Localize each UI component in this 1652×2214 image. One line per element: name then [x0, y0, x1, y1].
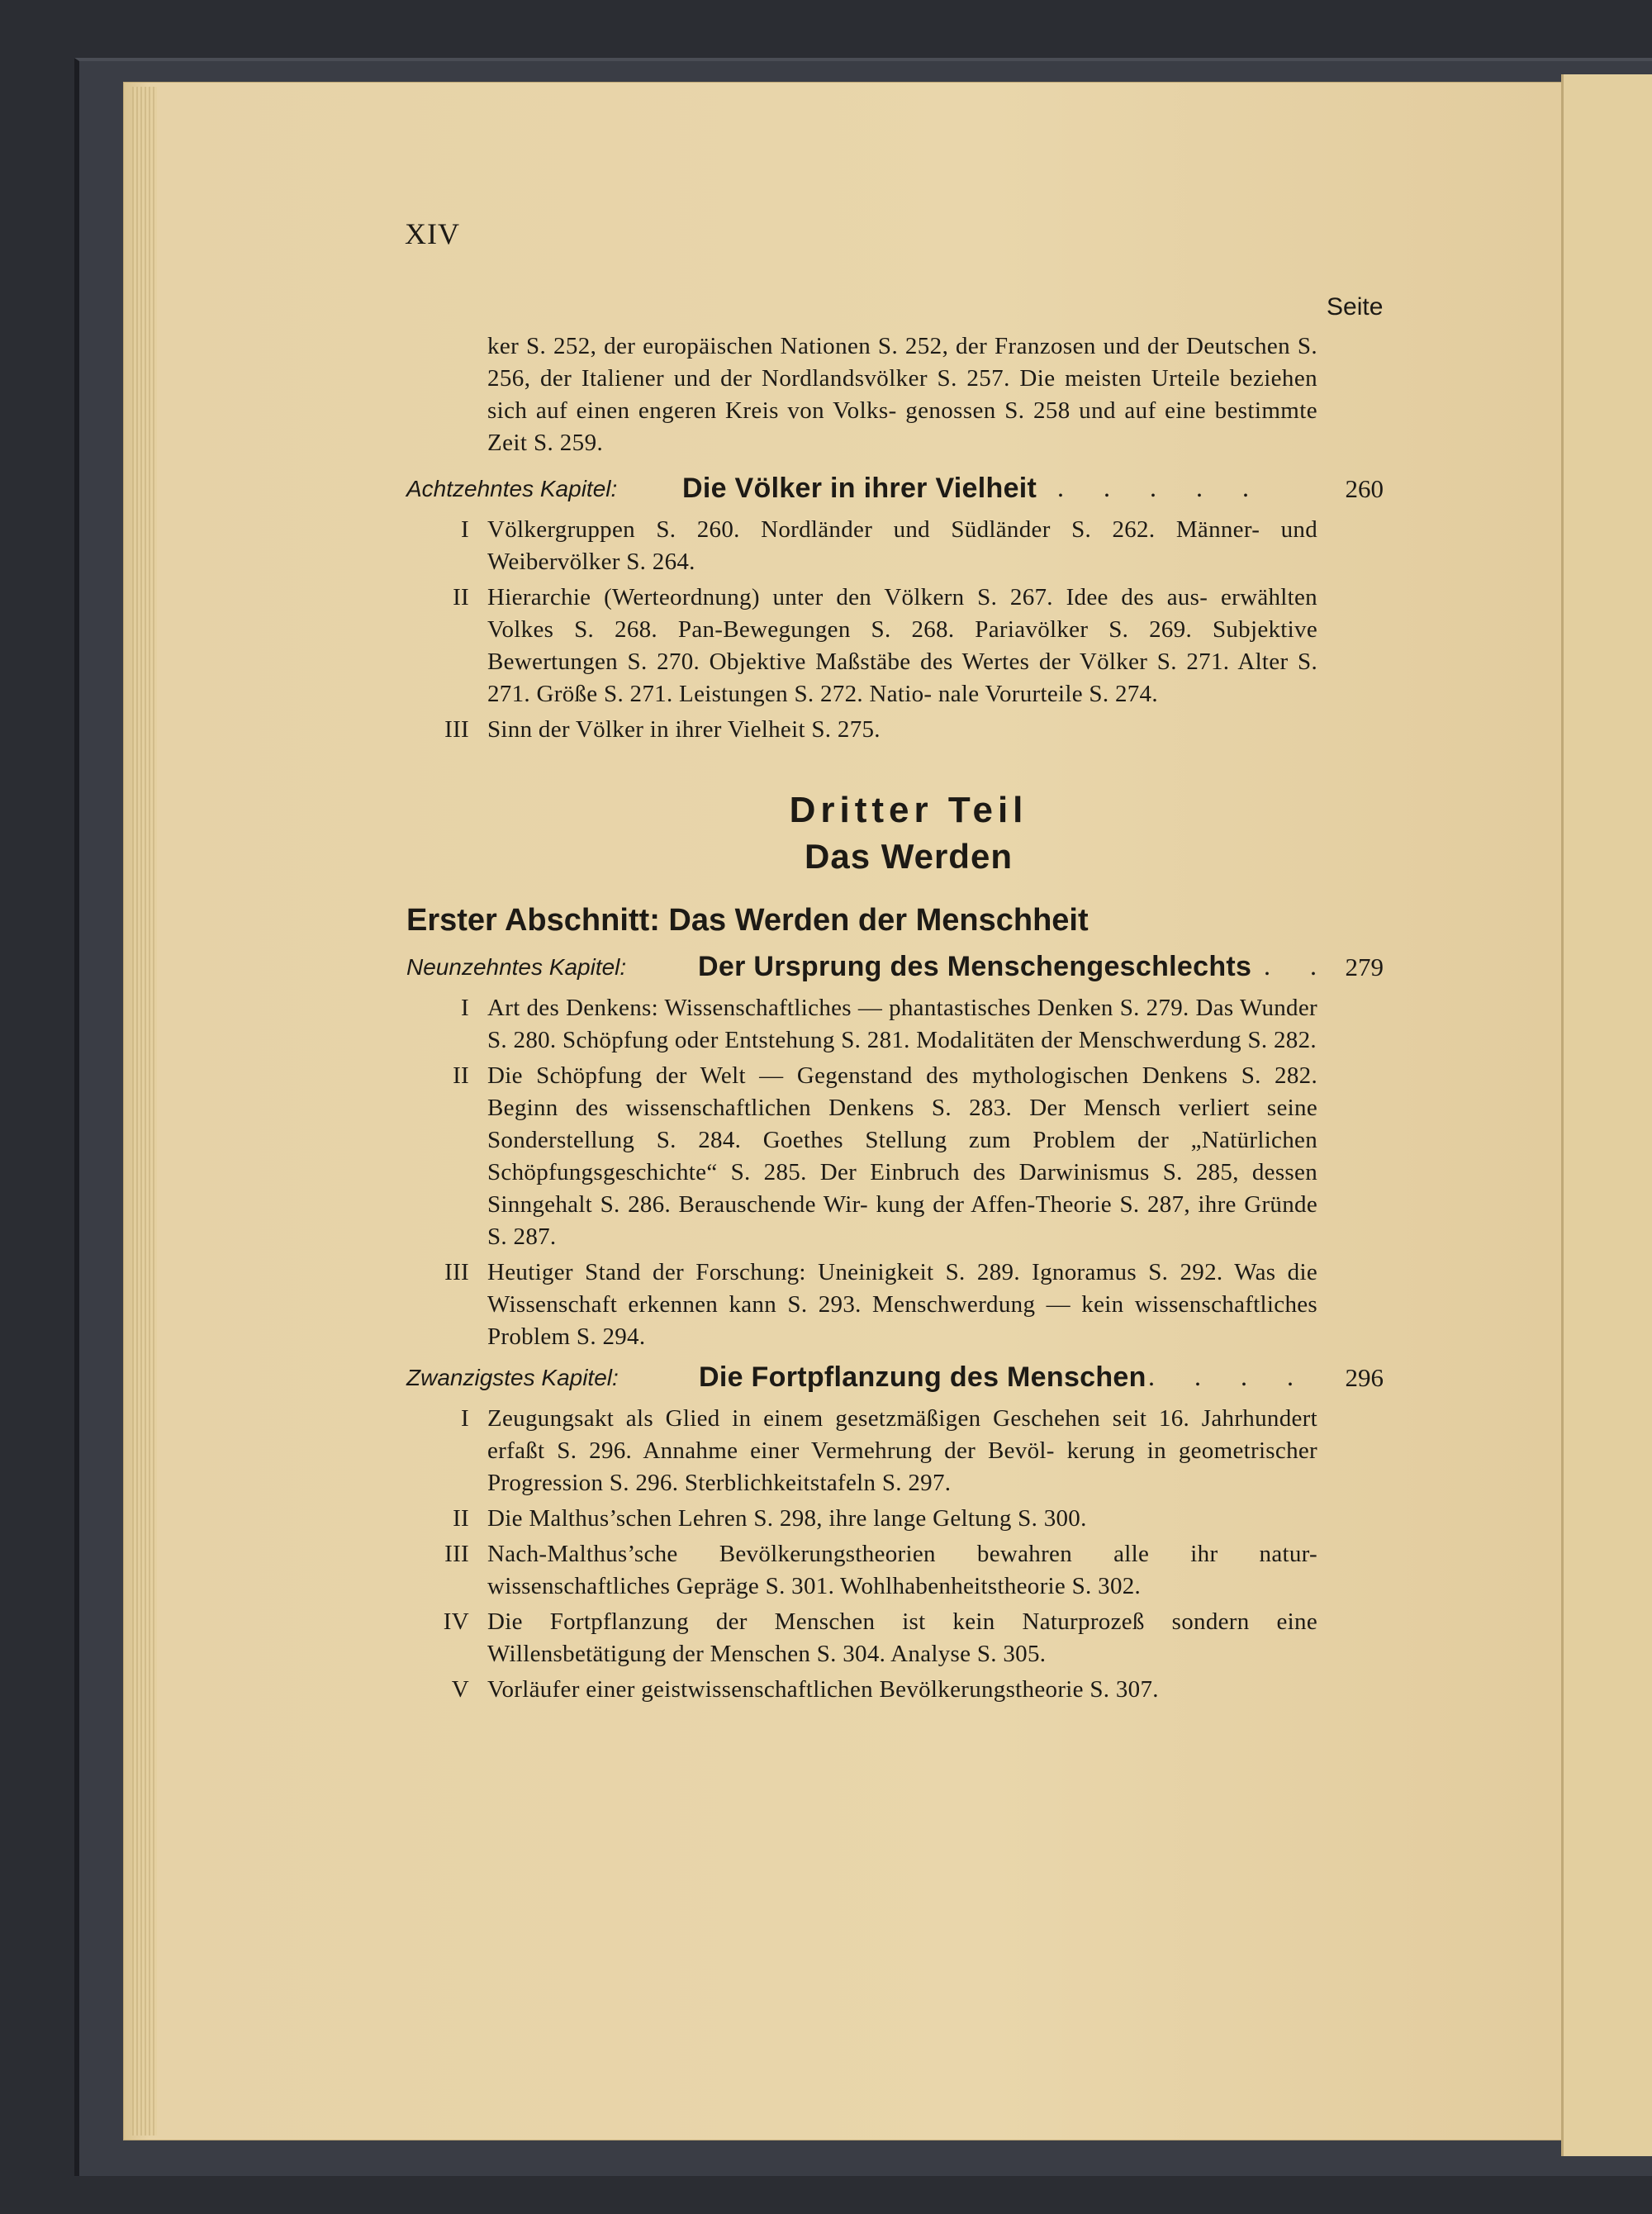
item-text: Art des Denkens: Wissenschaftliches — phantastisches Denken S. 279. Das Wunder S. 280. Schöpfung oder Entstehung S. 281. Modalitäten der Menschwerdung S. 282. [487, 995, 1317, 1053]
facing-page-edge [1561, 74, 1652, 2156]
item-numeral: I [461, 516, 469, 543]
item-numeral: V [451, 1676, 469, 1703]
item-numeral: II [453, 1505, 469, 1532]
column-header-seite: Seite [1327, 293, 1384, 321]
item-text: Die Malthus’schen Lehren S. 298, ihre lange Geltung S. 300. [487, 1505, 1087, 1532]
continuation-text: ker S. 252, der europäischen Nationen S. 252, der Franzosen und der Deutschen S. 256, der Italiener und der Nordlandsvölker S. 257. Die meisten Urteile beziehen sich auf einen engeren Kreis von Volks- genossen S. 258 und auf eine bestimmte Zeit S. 259. [487, 333, 1317, 456]
item-text: Die Schöpfung der Welt — Gegenstand des mythologischen Denkens S. 282. Beginn des wissenschaftlichen Denkens S. 283. Der Mensch verliert seine Sonderstellung S. 284. Goethes Stellung zum Problem der „Natürlichen Schöpfungsgeschichte“ S. 285. Der Einbruch des Darwinismus S. 285, dessen Sinngehalt S. 286. Berauschende Wir- kung der Affen-Theorie S. 287, ihre Gründe S. 287. [487, 1062, 1317, 1250]
item-numeral: IV [443, 1608, 469, 1635]
list-item [405, 992, 1317, 1057]
item-numeral: I [461, 995, 469, 1021]
list-item [405, 1403, 1317, 1499]
chapter-title: Die Fortpflanzung des Menschen [699, 1361, 1146, 1393]
chapter-label: Achtzehntes Kapitel: [406, 476, 618, 501]
item-numeral: III [444, 716, 469, 743]
chapter-label: Neunzehntes Kapitel: [406, 954, 627, 980]
list-item [405, 514, 1317, 578]
item-numeral: II [453, 584, 469, 611]
leader-dots: . . . . . [1057, 473, 1265, 502]
list-item [405, 1257, 1317, 1353]
part-title: Dritter Teil [789, 790, 1028, 830]
chapter-label: Zwanzigstes Kapitel: [406, 1365, 619, 1390]
item-text: Völkergruppen S. 260. Nordländer und Südländer S. 262. Männer- und Weibervölker S. 264. [487, 516, 1317, 575]
section-heading: Erster Abschnitt: Das Werden der Menschheit [406, 903, 1089, 938]
chapter-page-number: 260 [1345, 474, 1384, 503]
chapter-heading-18 [405, 468, 1396, 514]
list-item [405, 1503, 1317, 1535]
chapter-heading-20 [405, 1356, 1396, 1403]
chapter-page-number: 296 [1345, 1363, 1384, 1392]
list-item [405, 714, 1317, 746]
page-number: XIV [405, 217, 460, 250]
list-item [405, 582, 1317, 710]
leader-dots: . . [1264, 951, 1333, 981]
item-text: Sinn der Völker in ihrer Vielheit S. 275. [487, 716, 881, 743]
item-text: Nach-Malthus’sche Bevölkerungstheorien bewahren alle ihr natur- wissenschaftliches Gepräge S. 301. Wohlhabenheitstheorie S. 302. [487, 1541, 1317, 1599]
chapter-heading-19 [405, 946, 1396, 992]
page-edges [132, 87, 157, 2136]
table-of-contents [405, 330, 1396, 1709]
list-item [405, 1538, 1317, 1603]
item-text: Vorläufer einer geistwissenschaftlichen Bevölkerungstheorie S. 307. [487, 1676, 1159, 1703]
list-item [405, 1674, 1317, 1706]
item-text: Zeugungsakt als Glied in einem gesetzmäßigen Geschehen seit 16. Jahrhundert erfaßt S. 296. Annahme einer Vermehrung der Bevöl- kerung in geometrischer Progression S. 296. Sterblichkeitstafeln S. 297. [487, 1405, 1317, 1496]
leader-dots: . . . . [1148, 1361, 1310, 1391]
list-item [405, 1606, 1317, 1670]
item-numeral: III [444, 1259, 469, 1285]
chapter-page-number: 279 [1345, 953, 1384, 981]
item-numeral: III [444, 1541, 469, 1567]
item-numeral: II [453, 1062, 469, 1089]
list-item [405, 1060, 1317, 1253]
item-text: Die Fortpflanzung der Menschen ist kein Naturprozeß sondern eine Willensbetätigung der Menschen S. 304. Analyse S. 305. [487, 1608, 1317, 1667]
item-numeral: I [461, 1405, 469, 1432]
part-subtitle: Das Werden [805, 837, 1013, 876]
item-text: Hierarchie (Werteordnung) unter den Völkern S. 267. Idee des aus- erwählten Volkes S. 268. Pan-Bewegungen S. 268. Pariavölker S. 269. Subjektive Bewertungen S. 270. Objektive Maßstäbe des Wertes der Völker S. 271. Alter S. 271. Größe S. 271. Leistungen S. 272. Natio- nale Vorurteile S. 274. [487, 584, 1317, 707]
chapter-title: Der Ursprung des Menschengeschlechts [698, 951, 1252, 982]
item-text: Heutiger Stand der Forschung: Uneinigkeit S. 289. Ignoramus S. 292. Was die Wissenschaft erkennen kann S. 293. Menschwerdung — kein wissenschaftliches Problem S. 294. [487, 1259, 1317, 1350]
chapter-title: Die Völker in ihrer Vielheit [682, 473, 1037, 504]
